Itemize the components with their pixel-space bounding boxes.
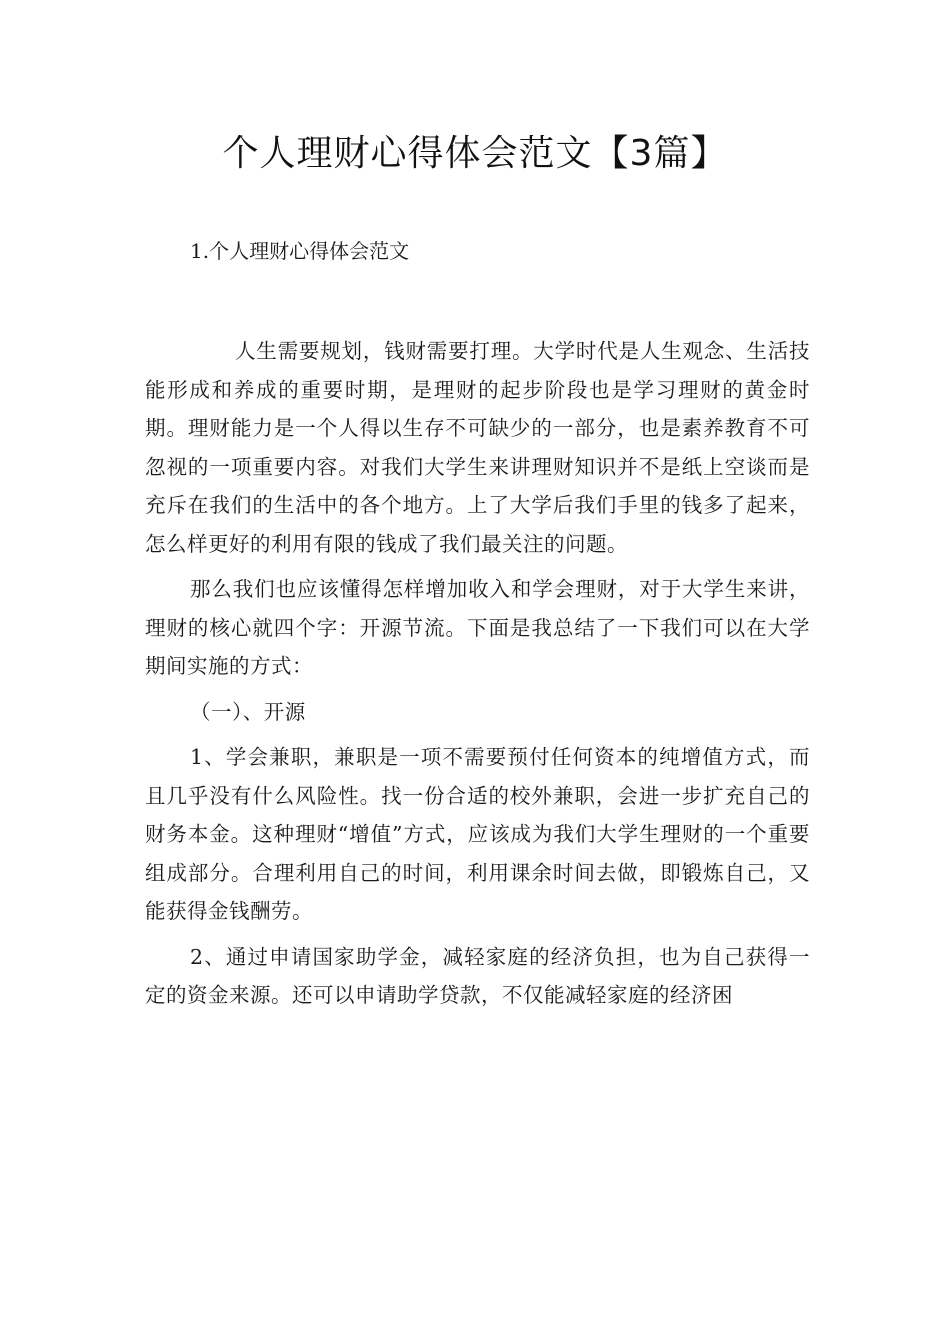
- paragraph: （一）、开源: [190, 699, 306, 724]
- paragraph: 1、学会兼职，兼职是一项不需要预付任何资本的纯增值方式，而且几乎没有什么风险性。找一份合适的校外兼职，会进一步扩充自己的财务本金。这种理财“增值”方式，应该成为我们大学生理财的一个重要组成部分。合理利用自己的时间，利用课余时间去做，即锻炼自己，又能获得金钱酬劳。: [145, 745, 810, 923]
- section-heading: 1.个人理财心得体会范文: [190, 239, 410, 263]
- paragraph: 那么我们也应该懂得怎样增加收入和学会理财，对于大学生来讲，理财的核心就四个字：开源节流。下面是我总结了一下我们可以在大学期间实施的方式：: [145, 577, 810, 678]
- paragraph: 2、通过申请国家助学金，减轻家庭的经济负担，也为自己获得一定的资金来源。还可以申请助学贷款，不仅能减轻家庭的经济困: [145, 944, 810, 1007]
- paragraph: 人生需要规划，钱财需要打理。大学时代是人生观念、生活技能形成和养成的重要时期，是理财的起步阶段也是学习理财的黄金时期。理财能力是一个人得以生存不可缺少的一部分，也是素养教育不可忽视的一项重要内容。对我们大学生来讲理财知识并不是纸上空谈而是充斥在我们的生活中的各个地方。上了大学后我们手里的钱多了起来，怎么样更好的利用有限的钱成了我们最关注的问题。: [145, 339, 810, 556]
- document-title: 个人理财心得体会范文【3篇】: [222, 133, 728, 174]
- document-body: [145, 332, 810, 1015]
